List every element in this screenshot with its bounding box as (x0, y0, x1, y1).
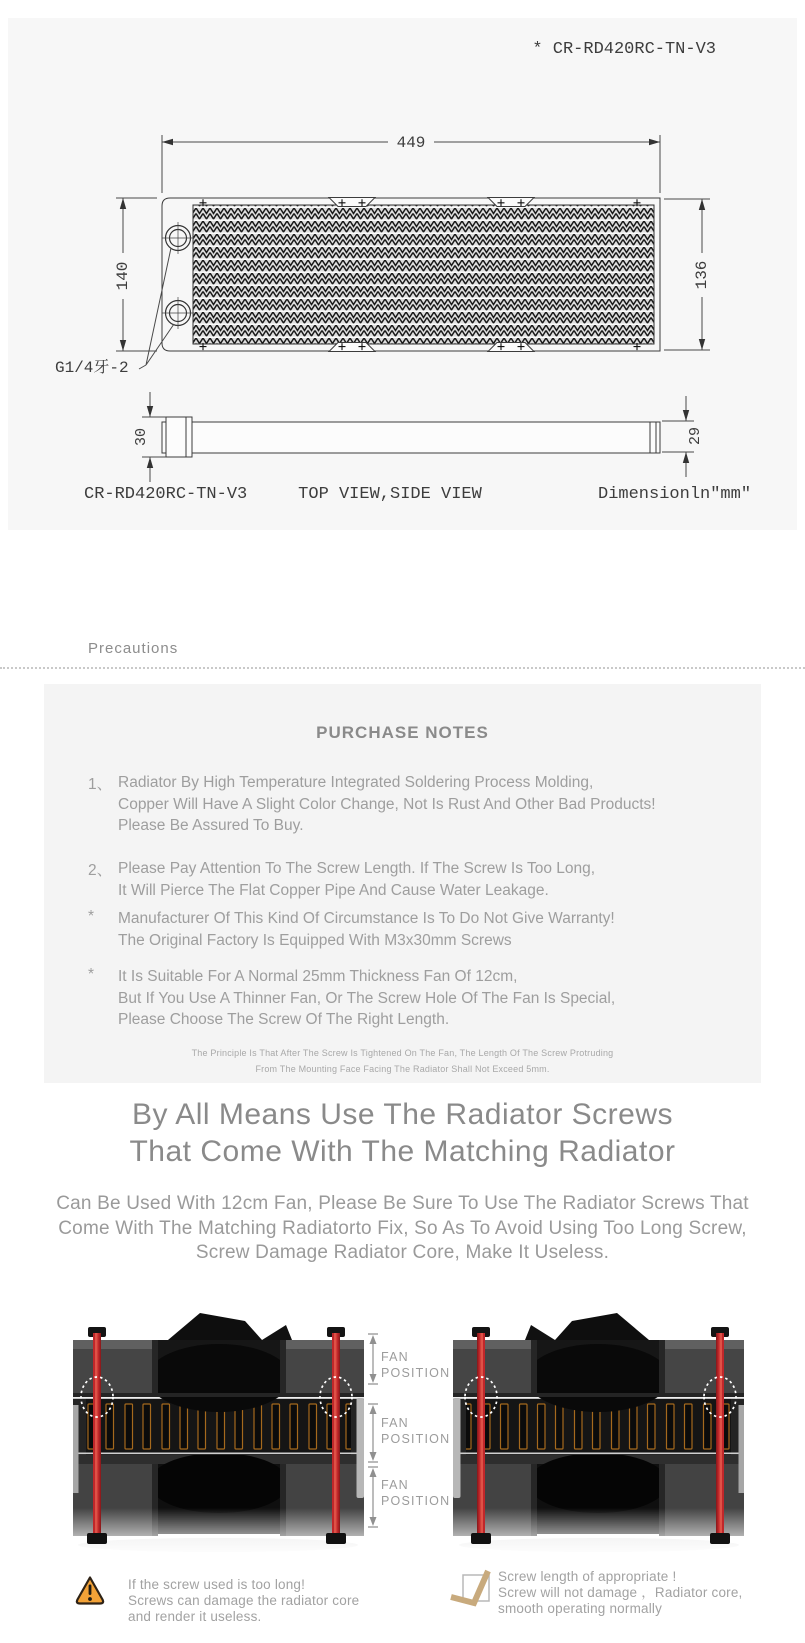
purchase-notes-title: PURCHASE NOTES (316, 723, 489, 742)
note-line: The Original Factory Is Equipped With M3x30mm Screws (118, 931, 512, 949)
approved-line: Screw will not damage ，Radiator core, (498, 1584, 743, 1600)
intro-paragraph (0, 1192, 805, 1266)
approved-line: smooth operating normally (498, 1600, 663, 1616)
note-line: It Will Pierce The Flat Copper Pipe And Cause Water Leakage. (118, 881, 549, 899)
note-line: Please Be Assured To Buy. (118, 817, 304, 834)
port-thread-label: G1/4牙-2 (55, 359, 129, 377)
check-icon (447, 1566, 493, 1610)
dimension-arrow-icon (367, 1333, 379, 1385)
note-line: But If You Use A Thinner Fan, Or The Screw Hole Of The Fan Is Special, (118, 989, 616, 1007)
headline (0, 1096, 805, 1170)
dotted-divider (0, 667, 805, 669)
technical-drawing-panel (8, 18, 797, 530)
warning-line: If the screw used is too long! (128, 1577, 306, 1592)
dim-height-left-value: 140 (114, 261, 132, 291)
dimension-arrow-icon (367, 1466, 379, 1528)
fan-position-label-bottom: FAN POSITION (381, 1478, 451, 1508)
dim-width-value: 449 (396, 134, 426, 152)
note-line: Manufacturer Of This Kind Of Circumstance Is To Do Not Give Warranty! (118, 910, 615, 927)
headline-line: That Come With The Matching Radiator (129, 1135, 676, 1168)
intro-line: Can Be Used With 12cm Fan, Please Be Sure To Use The Radiator Screws That (56, 1193, 749, 1214)
caption-unit: Dimensionln"mm" (598, 485, 752, 504)
purchase-notes-box (44, 684, 761, 1083)
fan-position-label-top: FAN POSITION (381, 1350, 451, 1380)
fan-photo-right (453, 1313, 744, 1556)
dimension-arrow-icon (367, 1403, 379, 1463)
note-line: Radiator By High Temperature Integrated Soldering Process Molding, (118, 774, 594, 791)
fine-print-line: From The Mounting Face Facing The Radiator Shall Not Exceed 5mm. (255, 1064, 550, 1074)
intro-line: Come With The Matching Radiatorto Fix, So As To Avoid Using Too Long Screw, (58, 1217, 747, 1239)
warning-line: and render it useless. (128, 1608, 262, 1624)
radiator-side-view-outline (162, 422, 660, 453)
warning-line: Screws can damage the radiator core (128, 1592, 360, 1608)
port-holes (162, 222, 194, 329)
caption-model: CR-RD420RC-TN-V3 (84, 485, 248, 504)
note-line: Please Pay Attention To The Screw Length. If The Screw Is Too Long, (118, 860, 596, 877)
note-marker: * (88, 908, 95, 925)
model-label: * CR-RD420RC-TN-V3 (532, 40, 716, 59)
fine-print (44, 1045, 761, 1077)
caption-views: TOP VIEW,SIDE VIEW (298, 485, 482, 504)
intro-line: Screw Damage Radiator Core, Make It Useless. (195, 1242, 610, 1263)
note-line: Copper Will Have A Slight Color Change, Not Is Rust And Other Bad Products! (118, 795, 656, 813)
note-marker: * (88, 966, 95, 983)
fine-print-line: The Principle Is That After The Screw Is Tightened On The Fan, The Length Of The Screw Protruding (191, 1048, 614, 1058)
dim-height-right-value: 136 (693, 260, 711, 290)
warning-icon (74, 1575, 106, 1607)
precautions-heading: Precautions (88, 640, 179, 657)
headline-line: By All Means Use The Radiator Screws (132, 1098, 673, 1131)
dim-thickness-left-value: 30 (133, 427, 150, 447)
approved-line: Screw length of appropriate ! (498, 1569, 677, 1584)
note-line: It Is Suitable For A Normal 25mm Thickness Fan Of 12cm, (118, 968, 518, 985)
dim-thickness-right-value: 29 (687, 426, 704, 446)
fan-position-label-middle: FAN POSITION (381, 1416, 451, 1446)
warning-text (128, 1577, 359, 1624)
note-line: Please Choose The Screw Of The Right Length. (118, 1011, 450, 1028)
note-marker: 1、 (88, 776, 113, 793)
note-marker: 2、 (88, 862, 113, 879)
approved-text (498, 1569, 743, 1616)
side-view-port-block (166, 417, 192, 457)
fan-photo-left (73, 1313, 364, 1556)
radiator-core-fins (193, 205, 654, 344)
radiator-dimension-drawing (8, 18, 797, 530)
